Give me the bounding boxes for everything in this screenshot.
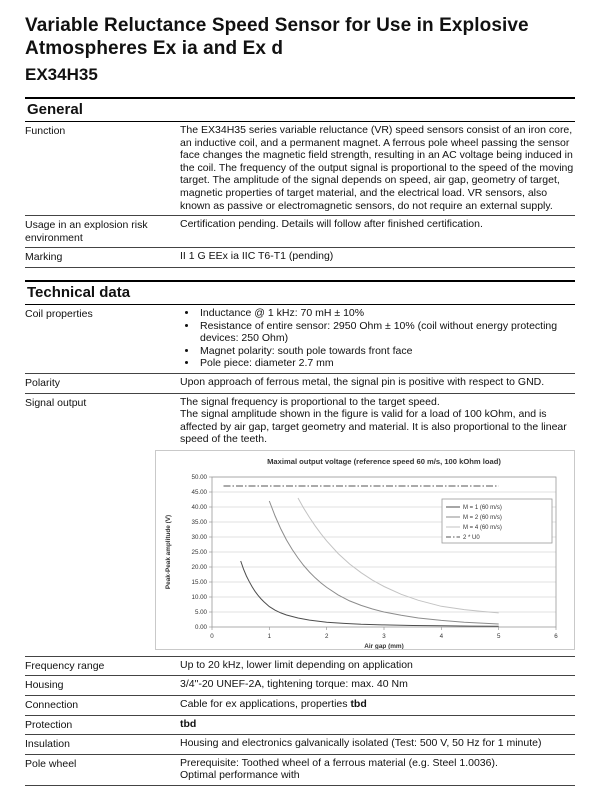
list-item: • Pole piece: diameter 2.7 mm (198, 357, 575, 370)
row-value (180, 307, 575, 370)
row-label: Insulation (25, 738, 70, 751)
y-tick-label: 50.00 (191, 474, 207, 482)
table-row-signal-output (25, 394, 575, 657)
row-value: 3/4"-20 UNEF-2A, tightening torque: max. 40 Nm (180, 678, 408, 691)
y-tick-label: 30.00 (191, 534, 207, 542)
chart-title: Maximal output voltage (reference speed 60 m/s, 100 kOhm load) (267, 456, 501, 466)
table-row-connection (25, 696, 575, 716)
row-label: Connection (25, 699, 79, 712)
legend-entry-label: M = 1 (60 m/s) (463, 505, 502, 512)
x-tick-label: 2 (324, 632, 329, 640)
row-value: tbd (180, 717, 197, 730)
row-value: The EX34H35 series variable reluctance (VR) speed sensors consist of an iron core, an inductive coil, and a permanent magnet. A ferrous pole wheel passing the sensor face changes the magnetic field strength, resulting in an AC voltage being induced in the coil. The frequency of the output signal is proportional to the speed of the moving target. The amplitude of the signal depends on speed, air gap, geometry of target, magnetic properties of target material, and the electrical load. VR sensors, also known as passive or electromagnetic sensors, do not require an external supply. (180, 124, 574, 212)
row-value (165, 395, 575, 653)
output-voltage-chart (156, 451, 574, 649)
x-tick-label: 1 (267, 632, 272, 640)
row-label: Coil properties (25, 307, 93, 320)
row-label: Frequency range (25, 659, 105, 672)
page-title: Variable Reluctance Speed Sensor for Use in Explosive Atmospheres Ex ia and Ex d (25, 15, 529, 59)
table-row-function (25, 122, 575, 216)
x-tick-label: 0 (210, 632, 214, 640)
row-value: Certification pending. Details will follow after finished certification. (180, 218, 483, 231)
row-value: II 1 G EEx ia IIC T6-T1 (pending) (180, 250, 334, 263)
legend-entry-label: M = 2 (60 m/s) (463, 515, 502, 522)
row-label: Signal output (25, 396, 87, 409)
signal-output-text-line2: The signal amplitude shown in the figure is valid for a load of 100 kOhm, and is affected by air gap, target geometry and material. It is also proportional to the linear speed of the teeth. (180, 408, 567, 446)
table-row-coil-properties (25, 305, 575, 374)
signal-output-text-line1: The signal frequency is proportional to the target speed. (180, 395, 440, 408)
technical-data-table (25, 304, 575, 786)
y-axis-label: Peak-Peak amplitude (V) (165, 514, 172, 589)
series-line-0 (241, 561, 499, 626)
row-label: Housing (25, 679, 64, 692)
legend-entry-label: M = 4 (60 m/s) (463, 525, 502, 532)
y-tick-label: 20.00 (191, 564, 207, 572)
y-tick-label: 25.00 (191, 549, 207, 557)
row-value: Housing and electronics galvanically isolated (Test: 500 V, 50 Hz for 1 minute) (180, 737, 542, 750)
list-item: • Magnet polarity: south pole towards front face (198, 345, 575, 358)
row-label: Pole wheel (25, 757, 77, 770)
row-label: Protection (25, 718, 73, 731)
section-heading-technical-data: Technical data (25, 280, 575, 304)
row-value: Upon approach of ferrous metal, the signal pin is positive with respect to GND. (180, 375, 545, 388)
section-heading-general: General (25, 97, 575, 121)
row-label: Marking (25, 251, 63, 264)
pole-wheel-line2: Optimal performance with (180, 769, 300, 782)
connection-value-text: Cable for ex applications, properties (180, 698, 351, 711)
y-tick-label: 40.00 (191, 504, 207, 512)
y-tick-label: 35.00 (191, 519, 207, 527)
x-tick-label: 4 (439, 632, 444, 640)
y-tick-label: 10.00 (191, 594, 207, 602)
x-tick-label: 5 (496, 632, 501, 640)
table-row-marking (25, 248, 575, 268)
model-number: EX34H35 (25, 65, 98, 84)
list-item: • Resistance of entire sensor: 2950 Ohm ± 10% (coil without energy protecting devices: 250 Ohm) (198, 320, 575, 345)
signal-output-chart (155, 450, 575, 650)
x-axis-label: Air gap (mm) (364, 642, 404, 649)
table-row-protection (25, 716, 575, 736)
table-row-frequency-range (25, 657, 575, 677)
row-label: Usage in an explosion risk environment (25, 219, 148, 244)
row-value (180, 698, 575, 712)
list-item: • Inductance @ 1 kHz: 70 mH ± 10% (198, 307, 575, 320)
x-tick-label: 6 (554, 632, 558, 640)
y-tick-label: 5.00 (194, 609, 207, 617)
table-row-usage (25, 216, 575, 248)
y-tick-label: 0.00 (194, 624, 207, 632)
row-label: Polarity (25, 376, 61, 389)
pole-wheel-line1: Prerequisite: Toothed wheel of a ferrous material (e.g. Steel 1.0036). (180, 756, 498, 769)
row-value: Up to 20 kHz, lower limit depending on application (180, 658, 413, 671)
table-row-polarity (25, 374, 575, 394)
table-row-insulation (25, 735, 575, 755)
y-tick-label: 45.00 (191, 489, 207, 497)
general-table (25, 121, 575, 268)
row-label: Function (25, 125, 66, 137)
x-tick-label: 3 (382, 632, 386, 640)
connection-value-tbd: tbd (350, 698, 367, 711)
coil-properties-list (186, 307, 575, 370)
legend-entry-label: 2 * U0 (463, 535, 480, 542)
table-row-pole-wheel (25, 755, 575, 786)
table-row-housing (25, 676, 575, 696)
y-tick-label: 15.00 (191, 579, 207, 587)
